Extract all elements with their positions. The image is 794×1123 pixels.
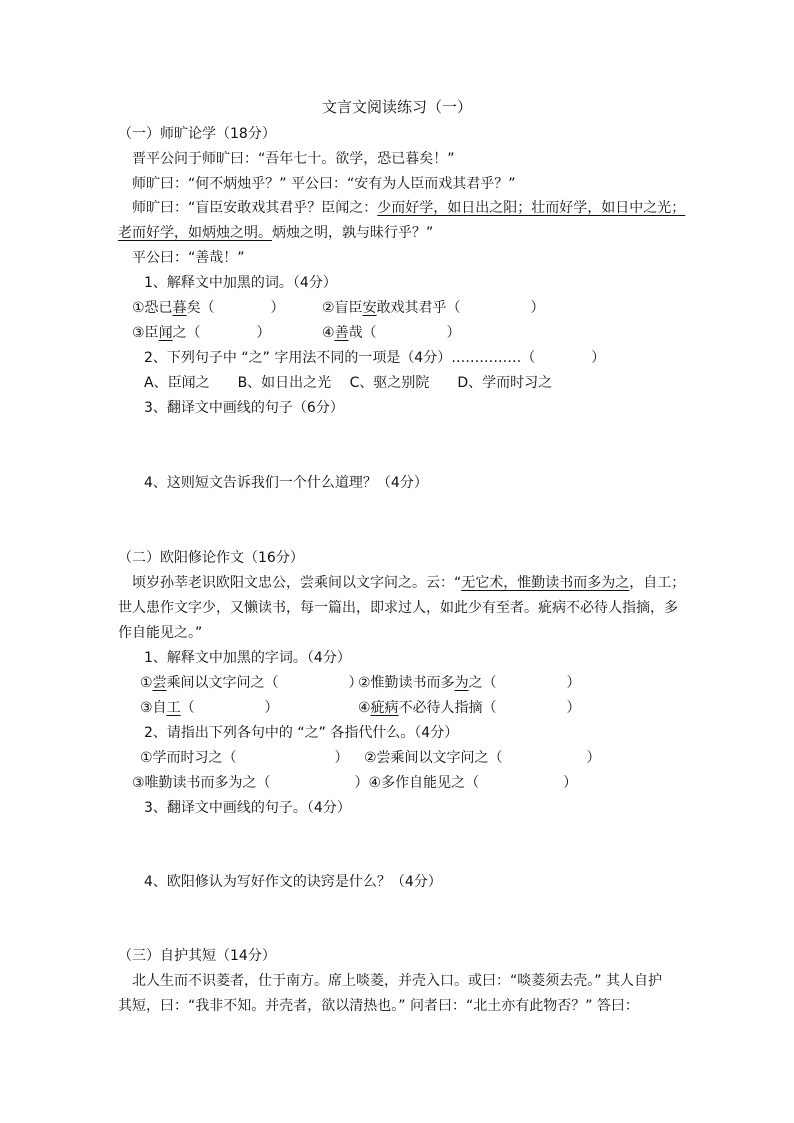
section-1-question-1-item-d bbox=[322, 323, 461, 343]
section-1-question-3: 3、翻译文中画线的句子（6分） bbox=[144, 400, 344, 416]
item-blank: 敢戏其君乎（ ） bbox=[376, 300, 545, 316]
section-2-question-2-item-a: ①学而时习之（ ） bbox=[140, 750, 349, 766]
section-2-question-1-item-c bbox=[140, 698, 279, 718]
item-blank: 不必待人指摘（ ） bbox=[398, 700, 581, 716]
section-2-question-1-item-a bbox=[140, 673, 363, 693]
section-2-underlined-sentence: 无它术，惟勤读书而多为之 bbox=[461, 575, 630, 591]
marked-word: 闻 bbox=[158, 325, 173, 341]
section-2-question-1-item-b bbox=[358, 673, 581, 693]
section-1-question-2: 2、下列句子中 “之” 字用法不同的一项是（4分）……………（ ） bbox=[144, 350, 606, 366]
section-3-paragraph-2: 其短，曰：“我非不知。并壳者，欲以清热也。” 问者曰：“北土亦有此物否？” 答曰： bbox=[118, 998, 639, 1014]
section-2-paragraph-1 bbox=[132, 573, 685, 593]
section-3-paragraph-1: 北人生而不识菱者，仕于南方。席上啖菱，并壳入口。或曰：“啖菱须去壳。” 其人自护 bbox=[132, 973, 662, 989]
item-text: ③臣 bbox=[132, 325, 159, 341]
item-text: ④ bbox=[358, 700, 371, 716]
section-1-question-1-item-a bbox=[132, 298, 285, 318]
section-2-question-2: 2、请指出下列各句中的 “之” 各指代什么。（4分） bbox=[144, 725, 459, 741]
item-text: ① bbox=[140, 675, 153, 691]
section-1-paragraph-5: 平公曰：“善哉！” bbox=[132, 250, 245, 266]
item-text: ③自 bbox=[140, 700, 167, 716]
section-2-question-2-item-b: ②尝乘间以文字问之（ ） bbox=[364, 750, 601, 766]
section-2-question-1-item-d bbox=[358, 698, 581, 718]
section-2-paragraph-1-text: 顷岁孙莘老识欧阳文忠公，尝乘间以文字问之。云：“ bbox=[132, 575, 462, 591]
section-1-question-1: 1、解释文中加黑的词。（4分） bbox=[144, 275, 337, 291]
section-2-paragraph-3: 作自能见之。” bbox=[118, 625, 203, 641]
document-title: 文言文阅读练习（一） bbox=[321, 98, 472, 116]
item-blank: （ ） bbox=[180, 700, 279, 716]
section-1-question-2-options: A、臣闻之 B、如日出之光 C、驱之别院 D、学而时习之 bbox=[144, 375, 553, 391]
item-blank: 哉（ ） bbox=[348, 325, 461, 341]
section-1-question-1-item-c bbox=[132, 323, 271, 343]
section-1-underlined-sentence-part-1: 少而好学，如日出之阳；壮而好学，如日中之光； bbox=[377, 200, 686, 216]
item-text: ②惟勤读书而多 bbox=[358, 675, 455, 691]
marked-word: 为 bbox=[454, 675, 469, 691]
section-1-paragraph-1: 晋平公问于师旷曰：“吾年七十。欲学，恐已暮矣！” bbox=[132, 151, 455, 167]
item-blank: 之（ ） bbox=[172, 325, 271, 341]
item-text: ④ bbox=[322, 325, 335, 341]
section-1-paragraph-3-text: 师旷曰：“盲臣安敢戏其君乎？臣闻之： bbox=[132, 200, 378, 216]
section-2-question-2-items-c-d: ③唯勤读书而多为之（ ）④多作自能见之（ ） bbox=[132, 775, 578, 791]
item-blank: 乘间以文字问之（ ） bbox=[166, 675, 363, 691]
section-2-question-1: 1、解释文中加黑的字词。（4分） bbox=[144, 650, 351, 666]
section-2-paragraph-1-tail: ，自工； bbox=[629, 575, 686, 591]
section-1-underlined-sentence-part-2: 老而好学，如炳烛之明。 bbox=[118, 225, 272, 241]
marked-word: 尝 bbox=[152, 675, 167, 691]
section-1-question-1-item-b bbox=[322, 298, 545, 318]
section-1-paragraph-4 bbox=[118, 223, 433, 243]
section-1-paragraph-4-text: 炳烛之明，孰与昧行乎？” bbox=[272, 225, 434, 241]
section-1-paragraph-2: 师旷曰：“何不炳烛乎？” 平公曰：“安有为人臣而戏其君乎？” bbox=[132, 176, 516, 192]
marked-word: 安 bbox=[362, 300, 377, 316]
marked-word: 暮 bbox=[172, 300, 187, 316]
item-text: ①恐已 bbox=[132, 300, 173, 316]
section-2-question-4: 4、欧阳修认为写好作文的诀窍是什么？（4分） bbox=[144, 874, 442, 890]
section-3-heading: （三）自护其短（14分） bbox=[118, 948, 276, 964]
marked-word: 善 bbox=[334, 325, 349, 341]
section-1-paragraph-3 bbox=[132, 198, 685, 218]
marked-word: 疵病 bbox=[370, 700, 399, 716]
section-2-heading: （二）欧阳修论作文（16分） bbox=[118, 550, 304, 566]
section-1-heading: （一）师旷论学（18分） bbox=[118, 126, 276, 142]
section-2-paragraph-2: 世人患作文字少，又懒读书，每一篇出，即求过人，如此少有至者。疵病不必待人指摘，多 bbox=[118, 600, 678, 616]
section-1-question-4: 4、这则短文告诉我们一个什么道理？（4分） bbox=[144, 475, 428, 491]
item-text: ②盲臣 bbox=[322, 300, 363, 316]
item-blank: 之（ ） bbox=[468, 675, 581, 691]
item-blank: 矣（ ） bbox=[186, 300, 285, 316]
marked-word: 工 bbox=[166, 700, 181, 716]
section-2-question-3: 3、翻译文中画线的句子。（4分） bbox=[144, 800, 351, 816]
